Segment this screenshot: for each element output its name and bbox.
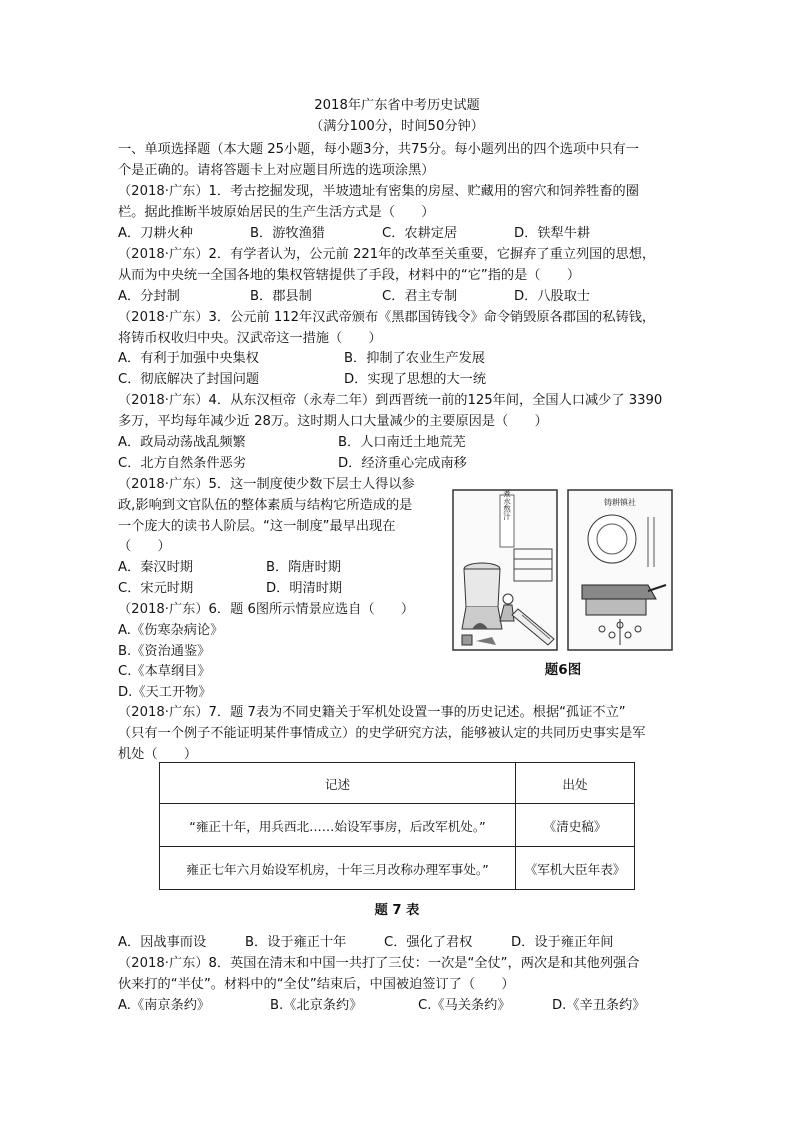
q2-option-b: B．郡县制 bbox=[250, 289, 312, 304]
q8-option-b: B.《北京条约》 bbox=[270, 998, 363, 1013]
q1-option-b: B．游牧渔猎 bbox=[250, 226, 325, 241]
q8-option-a: A.《南京条约》 bbox=[118, 998, 211, 1013]
q5-line2: 政,影响到文官队伍的整体素质与结构它所造成的是 bbox=[118, 498, 413, 513]
table-row bbox=[160, 847, 635, 890]
q4-option-a: A．政局动荡战乱频繁 bbox=[118, 435, 246, 450]
q5-line1: （2018·广东）5．这一制度使少数下层士人得以参 bbox=[118, 477, 415, 492]
q7-table-caption: 题 7 表 bbox=[374, 903, 420, 918]
table-cell-record: 雍正七年六月始设军机房，十年三月改称办理军事处。” bbox=[160, 847, 516, 890]
q2-line2: 从而为中央统一全国各地的集权管辖提供了手段，材料中的“它”指的是（ ） bbox=[118, 268, 581, 283]
q2-line1: （2018·广东）2．有学者认为，公元前 221年的改革至关重要，它摒弃了重立列国的思想， bbox=[118, 247, 656, 262]
q7-option-c: C．强化了君权 bbox=[384, 935, 473, 950]
section-heading-line1: 一、单项选择题（本大题 25小题，每小题3分，共75分。每小题列出的四个选项中只有一 bbox=[118, 142, 639, 157]
table-cell-source: 《清史稿》 bbox=[516, 804, 635, 847]
table-cell-source: 《军机大臣年表》 bbox=[516, 847, 635, 890]
q7-line3: 机处（ ） bbox=[118, 747, 198, 762]
q6-woodcut-illustration bbox=[452, 489, 674, 654]
q8-line2: 伙来打的“半仗”。材料中的“全仗”结束后，中国被迫签订了（ ） bbox=[118, 977, 515, 992]
q6-option-b: B.《资治通鉴》 bbox=[118, 644, 211, 659]
q7-option-d: D．设于雍正年间 bbox=[511, 935, 614, 950]
q3-source: （2018·广东） bbox=[118, 310, 209, 325]
q8-source: （2018·广东） bbox=[118, 956, 209, 971]
table-header-record: 记述 bbox=[160, 763, 516, 804]
q2-option-d: D．八股取士 bbox=[514, 289, 591, 304]
q4-source: （2018·广东） bbox=[118, 393, 209, 408]
q6-figure bbox=[452, 489, 674, 677]
q8-line1: （2018·广东）8．英国在清末和中国一共打了三仗：一次是“全仗”，两次是和其他列强合 bbox=[118, 956, 640, 971]
q4-line1: （2018·广东）4．从东汉桓帝（永寿二年）到西晋统一前的125年间，全国人口减少了 3390 bbox=[118, 393, 663, 408]
q6-figure-caption: 题6图 bbox=[544, 662, 582, 678]
q4-option-b: B．人口南迁土地荒芜 bbox=[338, 435, 466, 450]
q4-option-d: D．经济重心完成南移 bbox=[338, 456, 467, 471]
q1-line2: 栏。据此推断半坡原始居民的生产生活方式是（ ） bbox=[118, 205, 435, 220]
q6-option-c: C.《本草纲目》 bbox=[118, 664, 211, 679]
q3-option-c: C．彻底解决了封国问题 bbox=[118, 372, 260, 387]
q4-option-c: C．北方自然条件恶劣 bbox=[118, 456, 246, 471]
q2-option-c: C．君主专制 bbox=[382, 289, 458, 304]
q2-option-a: A．分封制 bbox=[118, 289, 180, 304]
q4-line2: 多万，平均每年减少近 28万。这时期人口大量减少的主要原因是（ ） bbox=[118, 414, 548, 429]
table-header-row bbox=[160, 763, 635, 804]
q7-source: （2018·广东） bbox=[118, 705, 209, 720]
q6-source: （2018·广东） bbox=[118, 602, 209, 617]
q7-line1: （2018·广东）7．题 7表为不同史籍关于军机处设置一事的历史记述。根据“孤证不立” bbox=[118, 705, 626, 720]
q1-source: （2018·广东） bbox=[118, 184, 209, 199]
q5-option-c: C．宋元时期 bbox=[118, 581, 194, 596]
q6-line1: （2018·广东）6．题 6图所示情景应选自（ ） bbox=[118, 602, 415, 617]
q7-option-a: A．因战事而设 bbox=[118, 935, 207, 950]
q5-option-a: A．秦汉时期 bbox=[118, 560, 193, 575]
exam-title: 2018年广东省中考历史试题 bbox=[314, 98, 480, 113]
q8-option-d: D.《辛丑条约》 bbox=[552, 998, 646, 1013]
q5-source: （2018·广东） bbox=[118, 477, 209, 492]
q1-option-a: A．刀耕火种 bbox=[118, 226, 193, 241]
q5-option-d: D．明清时期 bbox=[266, 581, 343, 596]
q6-option-a: A.《伤寒杂病论》 bbox=[118, 623, 224, 638]
right-panel-caption: 铸耕镇社 bbox=[604, 498, 636, 507]
q3-option-b: B．抑制了农业生产发展 bbox=[344, 351, 485, 366]
q7-line2: （只有一个例子不能证明某件事情成立）的史学研究方法，能够被认定的共同历史事实是军 bbox=[118, 726, 646, 741]
left-panel-caption-1: 煮水熬汁 bbox=[502, 490, 512, 520]
q7-option-b: B．设于雍正十年 bbox=[245, 935, 347, 950]
q1-line1: （2018·广东）1．考古挖掘发现，半坡遗址有密集的房屋、贮藏用的窖穴和饲养牲畜的圈 bbox=[118, 184, 639, 199]
q1-option-c: C．农耕定居 bbox=[382, 226, 458, 241]
q6-option-d: D.《天工开物》 bbox=[118, 685, 212, 700]
table-header-source: 出处 bbox=[516, 763, 635, 804]
q3-option-d: D．实现了思想的大一统 bbox=[344, 372, 487, 387]
table-cell-record: “雍正十年，用兵西北……始设军事房，后改军机处。” bbox=[160, 804, 516, 847]
table-row bbox=[160, 804, 635, 847]
q7-table bbox=[159, 762, 635, 890]
exam-subtitle: （满分100分，时间50分钟） bbox=[310, 119, 484, 134]
q8-option-c: C.《马关条约》 bbox=[418, 998, 511, 1013]
q1-option-d: D．铁犁牛耕 bbox=[514, 226, 591, 241]
q5-line3: 一个庞大的读书人阶层。“这一制度”最早出现在 bbox=[118, 519, 396, 534]
section-heading-line2: 个是正确的。请将答题卡上对应题目所选的选项涂黑） bbox=[118, 163, 435, 178]
q3-line2: 将铸币权收归中央。汉武帝这一措施（ ） bbox=[118, 331, 382, 346]
q5-line4: （ ） bbox=[118, 539, 171, 554]
q3-option-a: A．有利于加强中央集权 bbox=[118, 351, 259, 366]
q3-line1: （2018·广东）3．公元前 112年汉武帝颁布《黑郡国铸钱令》命令销毁原各郡国的私铸钱， bbox=[118, 310, 656, 325]
q2-source: （2018·广东） bbox=[118, 247, 209, 262]
q5-option-b: B．隋唐时期 bbox=[266, 560, 341, 575]
